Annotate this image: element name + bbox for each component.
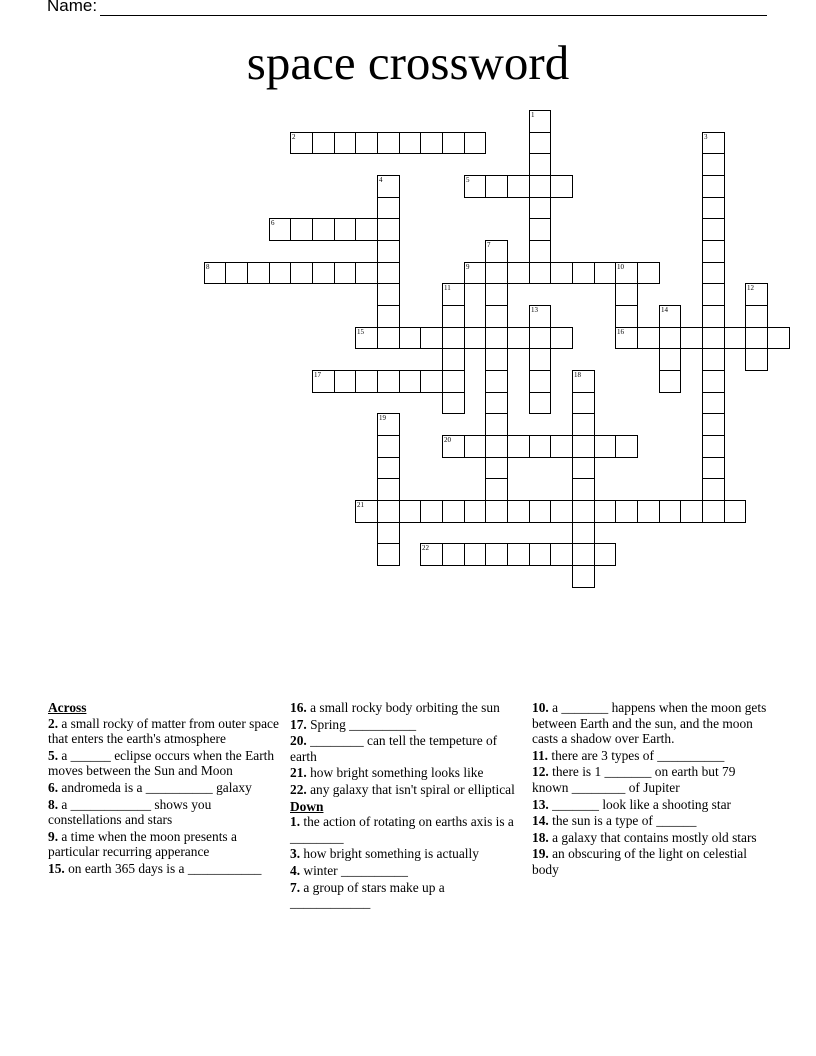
grid-cell[interactable] [334,262,356,284]
grid-cell[interactable] [485,500,508,523]
down-clue [532,700,768,747]
grid-cell[interactable] [615,305,638,328]
grid-cell[interactable] [355,132,378,154]
clue-text: Spring __________ [306,716,417,732]
clue-number: 8. [48,796,59,812]
down-clue [532,797,768,813]
grid-cell[interactable] [702,327,725,349]
clue-number: 16 [617,328,624,336]
grid-cell[interactable] [269,218,291,241]
grid-cell[interactable] [702,500,725,523]
grid-cell[interactable] [377,132,400,154]
grid-cell[interactable] [442,305,465,328]
grid-cell[interactable] [637,327,660,349]
grid-cell[interactable] [442,283,465,306]
grid-cell[interactable] [334,132,356,154]
clues-column-1 [48,700,280,878]
grid-cell[interactable] [550,262,573,284]
clue-number: 21. [290,765,307,781]
clue-number: 5. [48,747,59,763]
grid-cell[interactable] [572,457,595,479]
clue-number: 13. [532,796,549,812]
grid-cell[interactable] [399,327,421,349]
grid-cell[interactable] [659,327,681,349]
clue-number: 4. [290,862,301,878]
clue-number: 19. [532,846,549,862]
clues-column-3 [532,700,768,879]
clue-number: 8 [206,263,210,271]
across-clue [290,765,518,781]
clue-number: 3 [704,133,708,141]
clue-number: 10. [532,700,549,715]
grid-cell[interactable] [485,240,508,263]
grid-cell[interactable] [702,153,725,176]
clue-text: _______ look like a shooting star [548,796,731,812]
grid-cell[interactable] [550,543,573,566]
grid-cell[interactable] [420,370,443,393]
grid-cell[interactable] [377,240,400,263]
clue-text: a _______ happens when the moon gets between Earth and the sun, and the moon casts a shadow over Earth. [532,700,767,747]
clue-number: 5 [466,176,470,184]
clue-text: a time when the moon presents a particular recurring apperance [48,828,237,860]
grid-cell[interactable] [702,218,725,241]
grid-cell[interactable] [355,218,378,241]
clue-number: 14. [532,813,549,829]
grid-cell[interactable] [399,370,421,393]
grid-cell[interactable] [377,435,400,458]
down-clue [532,846,768,877]
clue-text: on earth 365 days is a ___________ [64,860,262,876]
grid-cell[interactable] [572,478,595,501]
clue-text: there is 1 _______ on earth but 79 known ________ of Jupiter [532,764,736,795]
clue-number: 15. [48,860,65,876]
grid-cell[interactable] [529,435,551,458]
page-title: space crossword [246,35,570,90]
clue-number: 3. [290,846,301,862]
grid-cell[interactable] [225,262,248,284]
grid-cell[interactable] [485,305,508,328]
across-clue [48,716,280,747]
grid-cell[interactable] [659,500,681,523]
grid-cell[interactable] [529,500,551,523]
clue-text: winter __________ [300,862,408,878]
clue-number: 16. [290,700,307,715]
grid-cell[interactable] [550,435,573,458]
grid-cell[interactable] [702,370,725,393]
across-clue [48,748,280,779]
down-heading: Down [290,798,324,814]
grid-cell[interactable] [529,262,551,284]
clue-text: andromeda is a __________ galaxy [58,779,252,795]
across-clue [48,780,280,796]
clue-number: 15 [357,328,364,336]
clue-number: 7. [290,879,301,895]
grid-cell[interactable] [529,543,551,566]
grid-cell[interactable] [355,500,378,523]
grid-cell[interactable] [290,218,313,241]
down-clue [290,880,518,911]
grid-cell[interactable] [485,478,508,501]
grid-cell[interactable] [702,348,725,371]
grid-cell[interactable] [464,500,486,523]
clue-number: 11 [444,284,451,292]
grid-cell[interactable] [529,218,551,241]
grid-cell[interactable] [637,262,660,284]
clue-text: a ____________ shows you constellations and stars [48,796,212,828]
grid-cell[interactable] [550,500,573,523]
grid-cell[interactable] [485,283,508,306]
clue-number: 19 [379,414,386,422]
grid-cell[interactable] [702,262,725,284]
grid-cell[interactable] [702,175,725,198]
grid-cell[interactable] [702,132,725,154]
clue-number: 2. [48,715,59,731]
grid-cell[interactable] [550,327,573,349]
grid-cell[interactable] [702,413,725,436]
grid-cell[interactable] [507,327,530,349]
clue-number: 18. [532,829,549,845]
grid-cell[interactable] [572,565,595,588]
clue-number: 1. [290,814,301,830]
clue-text: ________ can tell the tempeture of earth [290,733,498,764]
grid-cell[interactable] [377,457,400,479]
grid-cell[interactable] [377,262,400,284]
clue-text: the sun is a type of ______ [548,813,697,829]
grid-cell[interactable] [377,327,400,349]
clue-number: 2 [292,133,296,141]
grid-cell[interactable] [485,175,508,198]
grid-cell[interactable] [312,132,335,154]
clue-number: 7 [487,241,491,249]
grid-cell[interactable] [702,478,725,501]
grid-cell[interactable] [485,327,508,349]
grid-cell[interactable] [464,132,486,154]
grid-cell[interactable] [442,348,465,371]
clue-number: 9. [48,828,59,844]
grid-cell[interactable] [464,262,486,284]
clue-number: 6 [271,219,275,227]
clue-number: 10 [617,263,624,271]
grid-cell[interactable] [745,348,768,371]
grid-cell[interactable] [745,283,768,306]
down-clue [532,748,768,764]
clue-text: the action of rotating on earths axis is a ________ [290,814,514,845]
grid-cell[interactable] [442,370,465,393]
grid-cell[interactable] [442,392,465,414]
grid-cell[interactable] [399,132,421,154]
grid-cell[interactable] [312,218,335,241]
grid-cell[interactable] [377,283,400,306]
clue-number: 17 [314,371,321,379]
grid-cell[interactable] [572,435,595,458]
grid-cell[interactable] [572,413,595,436]
clue-text: a group of stars make up a ____________ [290,879,445,911]
grid-cell[interactable] [507,175,530,198]
clue-number: 11. [532,747,548,763]
grid-cell[interactable] [702,457,725,479]
grid-cell[interactable] [507,543,530,566]
across-clue [290,733,518,764]
grid-cell[interactable] [377,197,400,219]
across-clue [290,782,518,798]
grid-cell[interactable] [377,175,400,198]
grid-cell[interactable] [637,500,660,523]
grid-cell[interactable] [745,305,768,328]
grid-cell[interactable] [615,262,638,284]
grid-cell[interactable] [485,348,508,371]
grid-cell[interactable] [594,543,616,566]
across-clue [290,717,518,733]
grid-cell[interactable] [572,522,595,544]
grid-cell[interactable] [355,370,378,393]
grid-cell[interactable] [572,262,595,284]
grid-cell[interactable] [442,500,465,523]
grid-cell[interactable] [615,283,638,306]
clue-text: how bright something looks like [306,765,484,781]
grid-cell[interactable] [377,218,400,241]
clue-number: 12. [532,764,549,780]
grid-cell[interactable] [442,543,465,566]
grid-cell[interactable] [507,435,530,458]
down-clue [290,846,518,862]
grid-cell[interactable] [485,392,508,414]
grid-cell[interactable] [269,262,291,284]
clue-text: a small rocky body orbiting the sun [306,700,500,715]
grid-cell[interactable] [572,392,595,414]
grid-cell[interactable] [702,392,725,414]
grid-cell[interactable] [507,500,530,523]
across-clue [290,700,518,716]
clue-number: 18 [574,371,581,379]
grid-cell[interactable] [420,327,443,349]
grid-cell[interactable] [615,435,638,458]
grid-cell[interactable] [529,240,551,263]
grid-cell[interactable] [724,500,746,523]
grid-cell[interactable] [659,348,681,371]
clue-text: there are 3 types of __________ [548,747,725,763]
clue-number: 21 [357,501,364,509]
clue-text: how bright something is actually [300,846,479,862]
grid-cell[interactable] [334,218,356,241]
across-clue [48,797,280,828]
grid-cell[interactable] [702,240,725,263]
grid-cell[interactable] [615,327,638,349]
grid-cell[interactable] [485,543,508,566]
clue-number: 6. [48,779,59,795]
grid-cell[interactable] [204,262,226,284]
clue-text: a small rocky of matter from outer space that enters the earth's atmosphere [48,715,279,747]
grid-cell[interactable] [659,370,681,393]
down-clue [290,863,518,879]
grid-cell[interactable] [485,413,508,436]
grid-cell[interactable] [377,305,400,328]
grid-cell[interactable] [464,327,486,349]
grid-cell[interactable] [464,543,486,566]
grid-cell[interactable] [767,327,790,349]
across-clue [48,861,280,877]
grid-cell[interactable] [355,262,378,284]
clue-number: 20 [444,436,451,444]
grid-cell[interactable] [464,175,486,198]
clue-number: 13 [531,306,538,314]
grid-cell[interactable] [334,370,356,393]
grid-cell[interactable] [420,500,443,523]
grid-cell[interactable] [312,370,335,393]
down-clue [532,764,768,795]
clue-text: an obscuring of the light on celestial body [532,846,747,877]
grid-cell[interactable] [399,500,421,523]
grid-cell[interactable] [377,478,400,501]
grid-cell[interactable] [529,175,551,198]
grid-cell[interactable] [529,153,551,176]
grid-cell[interactable] [659,305,681,328]
clue-number: 14 [661,306,668,314]
grid-cell[interactable] [594,435,616,458]
grid-cell[interactable] [377,522,400,544]
clue-number: 22 [422,544,429,552]
grid-cell[interactable] [529,132,551,154]
grid-cell[interactable] [485,370,508,393]
grid-cell[interactable] [529,305,551,328]
clue-text: a galaxy that contains mostly old stars [548,829,757,845]
clue-number: 12 [747,284,754,292]
grid-cell[interactable] [702,435,725,458]
grid-cell[interactable] [442,435,465,458]
down-clue [290,814,518,845]
across-heading: Across [48,700,87,715]
grid-cell[interactable] [615,500,638,523]
grid-cell[interactable] [702,305,725,328]
grid-cell[interactable] [702,197,725,219]
clue-number: 20. [290,733,307,749]
grid-cell[interactable] [290,132,313,154]
grid-cell[interactable] [355,327,378,349]
grid-cell[interactable] [529,348,551,371]
grid-cell[interactable] [247,262,270,284]
name-label: Name: [47,0,98,15]
across-clue [48,829,280,860]
grid-cell[interactable] [680,500,703,523]
down-clue [532,830,768,846]
grid-cell[interactable] [420,132,443,154]
grid-cell[interactable] [529,392,551,414]
grid-cell[interactable] [550,175,573,198]
grid-cell[interactable] [572,370,595,393]
clue-number: 1 [531,111,535,119]
grid-cell[interactable] [442,132,465,154]
clue-text: a ______ eclipse occurs when the Earth moves between the Sun and Moon [48,747,275,779]
grid-cell[interactable] [377,413,400,436]
grid-cell[interactable] [377,370,400,393]
clue-number: 22. [290,781,307,797]
grid-cell[interactable] [724,327,746,349]
grid-cell[interactable] [377,543,400,566]
grid-cell[interactable] [529,197,551,219]
grid-cell[interactable] [485,262,508,284]
grid-cell[interactable] [529,110,551,133]
grid-cell[interactable] [442,327,465,349]
grid-cell[interactable] [377,500,400,523]
down-clue [532,813,768,829]
clue-number: 4 [379,176,383,184]
grid-cell[interactable] [290,262,313,284]
grid-cell[interactable] [420,543,443,566]
grid-cell[interactable] [572,543,595,566]
grid-cell[interactable] [312,262,335,284]
grid-cell[interactable] [507,262,530,284]
clues-column-2 [290,700,518,912]
grid-cell[interactable] [680,327,703,349]
grid-cell[interactable] [745,327,768,349]
grid-cell[interactable] [464,435,486,458]
grid-cell[interactable] [594,262,616,284]
grid-cell[interactable] [594,500,616,523]
grid-cell[interactable] [572,500,595,523]
grid-cell[interactable] [529,327,551,349]
grid-cell[interactable] [485,457,508,479]
grid-cell[interactable] [702,283,725,306]
clue-number: 9 [466,263,470,271]
grid-cell[interactable] [485,435,508,458]
clue-text: any galaxy that isn't spiral or elliptical [306,781,515,797]
clue-number: 17. [290,716,307,732]
grid-cell[interactable] [529,370,551,393]
